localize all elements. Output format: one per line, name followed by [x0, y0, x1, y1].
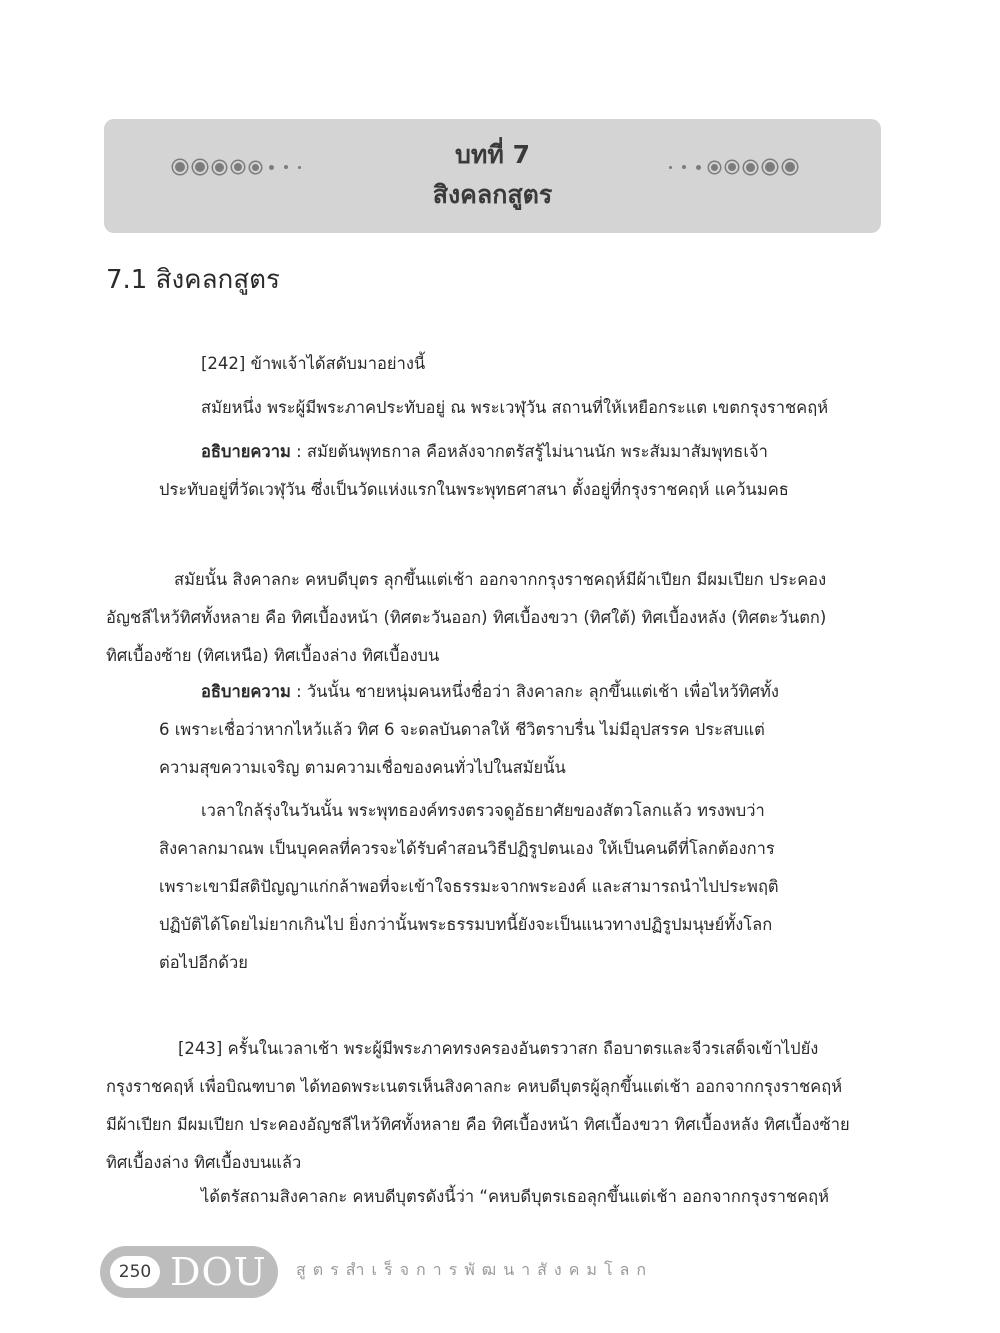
chapter-title: สิงคลกสูตร [432, 180, 553, 209]
paragraph-explanation-1 [159, 433, 789, 509]
book-title: สูตรสำเร็จการพัฒนาสังคมโลก [296, 1260, 654, 1279]
paragraph-question [201, 1178, 829, 1216]
explanation-label: อธิบายความ [201, 682, 291, 701]
paragraph-line: [243] ครั้นในเวลาเช้า พระผู้มีพระภาคทรงครองอันตรวาสก ถือบาตรและจีวรเสด็จเข้าไปยัง [178, 1039, 819, 1058]
paragraph-line: ความสุขความเจริญ ตามความเชื่อของคนทั่วไปในสมัยนั้น [159, 758, 566, 777]
paragraph-line [159, 433, 789, 471]
paragraph-setting [201, 389, 828, 427]
dot-icon [682, 165, 686, 169]
paragraph-line: ปฏิบัติได้โดยไม่ยากเกินไป ยิ่งกว่านั้นพระธรรมบทนี้ยังจะเป็นแนวทางปฏิรูปมนุษย์ทั้งโลก [159, 915, 773, 934]
paragraph-line: ต่อไปอีกด้วย [159, 953, 248, 972]
paragraph-242-intro [201, 345, 425, 383]
dou-logo: DOU [170, 1250, 267, 1294]
paragraph-line: เวลาใกล้รุ่งในวันนั้น พระพุทธองค์ทรงตรวจดูอัธยาศัยของสัตวโลกแล้ว ทรงพบว่า [201, 801, 765, 820]
paragraph-singalaka [106, 561, 826, 675]
paragraph-line: ทิศเบื้องล่าง ทิศเบื้องบนแล้ว [106, 1153, 302, 1172]
paragraph-line: สมัยนั้น สิงคาลกะ คหบดีบุตร ลุกขึ้นแต่เช้า ออกจากกรุงราชคฤห์มีผ้าเปียก มีผมเปียก ประคอง [174, 570, 827, 589]
explanation-label: อธิบายความ [201, 442, 291, 461]
decorative-dots-right [664, 162, 800, 172]
paragraph-line: 6 เพราะเชื่อว่าหากไหว้แล้ว ทิศ 6 จะดลบันดาลให้ ชีวิตราบรื่น ไม่มีอุปสรรค ประสบแต่ [159, 720, 765, 739]
paragraph-line: ประทับอยู่ที่วัดเวฬุวัน ซึ่งเป็นวัดแห่งแรกในพระพุทธศาสนา ตั้งอยู่ที่กรุงราชคฤห์ แคว้นมคธ [159, 480, 789, 499]
paragraph-line: มีผ้าเปียก มีผมเปียก ประคองอัญชลีไหว้ทิศทั้งหลาย คือ ทิศเบื้องหน้า ทิศเบื้องขวา ทิศเบื้องหลัง ทิศเบื้องซ้าย [106, 1115, 850, 1134]
dot-icon [669, 166, 672, 169]
dot-icon [765, 162, 775, 172]
dot-icon [711, 164, 718, 171]
paragraph-text: : สมัยต้นพุทธกาล คือหลังจากตรัสรู้ไม่นานนัก พระสัมมาสัมพุทธเจ้า [290, 442, 768, 461]
paragraph-line: [242] ข้าพเจ้าได้สดับมาอย่างนี้ [201, 354, 426, 373]
paragraph-line: กรุงราชคฤห์ เพื่อบิณฑบาต ได้ทอดพระเนตรเห็นสิงคาลกะ คหบดีบุตรผู้ลุกขึ้นแต่เช้า ออกจากกรุงราชคฤห์ [106, 1077, 843, 1096]
paragraph-dawn [159, 792, 779, 982]
paragraph-line: สิงคาลกมาณพ เป็นบุคคลที่ควรจะได้รับคำสอนวิธีปฏิรูปตนเอง ให้เป็นคนดีที่โลกต้องการ [159, 839, 775, 858]
section-title: 7.1 สิงคลกสูตร [106, 265, 280, 295]
paragraph-243 [106, 1030, 850, 1182]
dot-icon [785, 162, 795, 172]
footer-badge [100, 1246, 278, 1298]
paragraph-line: ได้ตรัสถามสิงคาลกะ คหบดีบุตรดังนี้ว่า “คหบดีบุตรเธอลุกขึ้นแต่เช้า ออกจากกรุงราชคฤห์ [201, 1187, 829, 1206]
paragraph-text: : วันนั้น ชายหนุ่มคนหนึ่งชื่อว่า สิงคาลกะ ลุกขึ้นแต่เช้า เพื่อไหว้ทิศทั้ง [290, 682, 779, 701]
chapter-number: บทที่ 7 [455, 140, 530, 169]
paragraph-line [159, 673, 779, 711]
dot-icon [728, 163, 736, 171]
chapter-banner [104, 119, 881, 233]
page-number: 250 [110, 1256, 160, 1288]
paragraph-line: สมัยหนึ่ง พระผู้มีพระภาคประทับอยู่ ณ พระเวฬุวัน สถานที่ให้เหยือกระแต เขตกรุงราชคฤห์ [201, 398, 829, 417]
dot-icon [746, 163, 755, 172]
paragraph-line: ทิศเบื้องซ้าย (ทิศเหนือ) ทิศเบื้องล่าง ทิศเบื้องบน [106, 646, 440, 665]
paragraph-explanation-2 [159, 673, 779, 787]
paragraph-line: อัญชลีไหว้ทิศทั้งหลาย คือ ทิศเบื้องหน้า (ทิศตะวันออก) ทิศเบื้องขวา (ทิศใต้) ทิศเบื้องหลัง (ทิศตะวันตก) [106, 608, 827, 627]
paragraph-line: เพราะเขามีสติปัญญาแก่กล้าพอที่จะเข้าใจธรรมะจากพระองค์ และสามารถนำไปประพฤติ [159, 877, 779, 896]
dot-icon [696, 165, 701, 170]
